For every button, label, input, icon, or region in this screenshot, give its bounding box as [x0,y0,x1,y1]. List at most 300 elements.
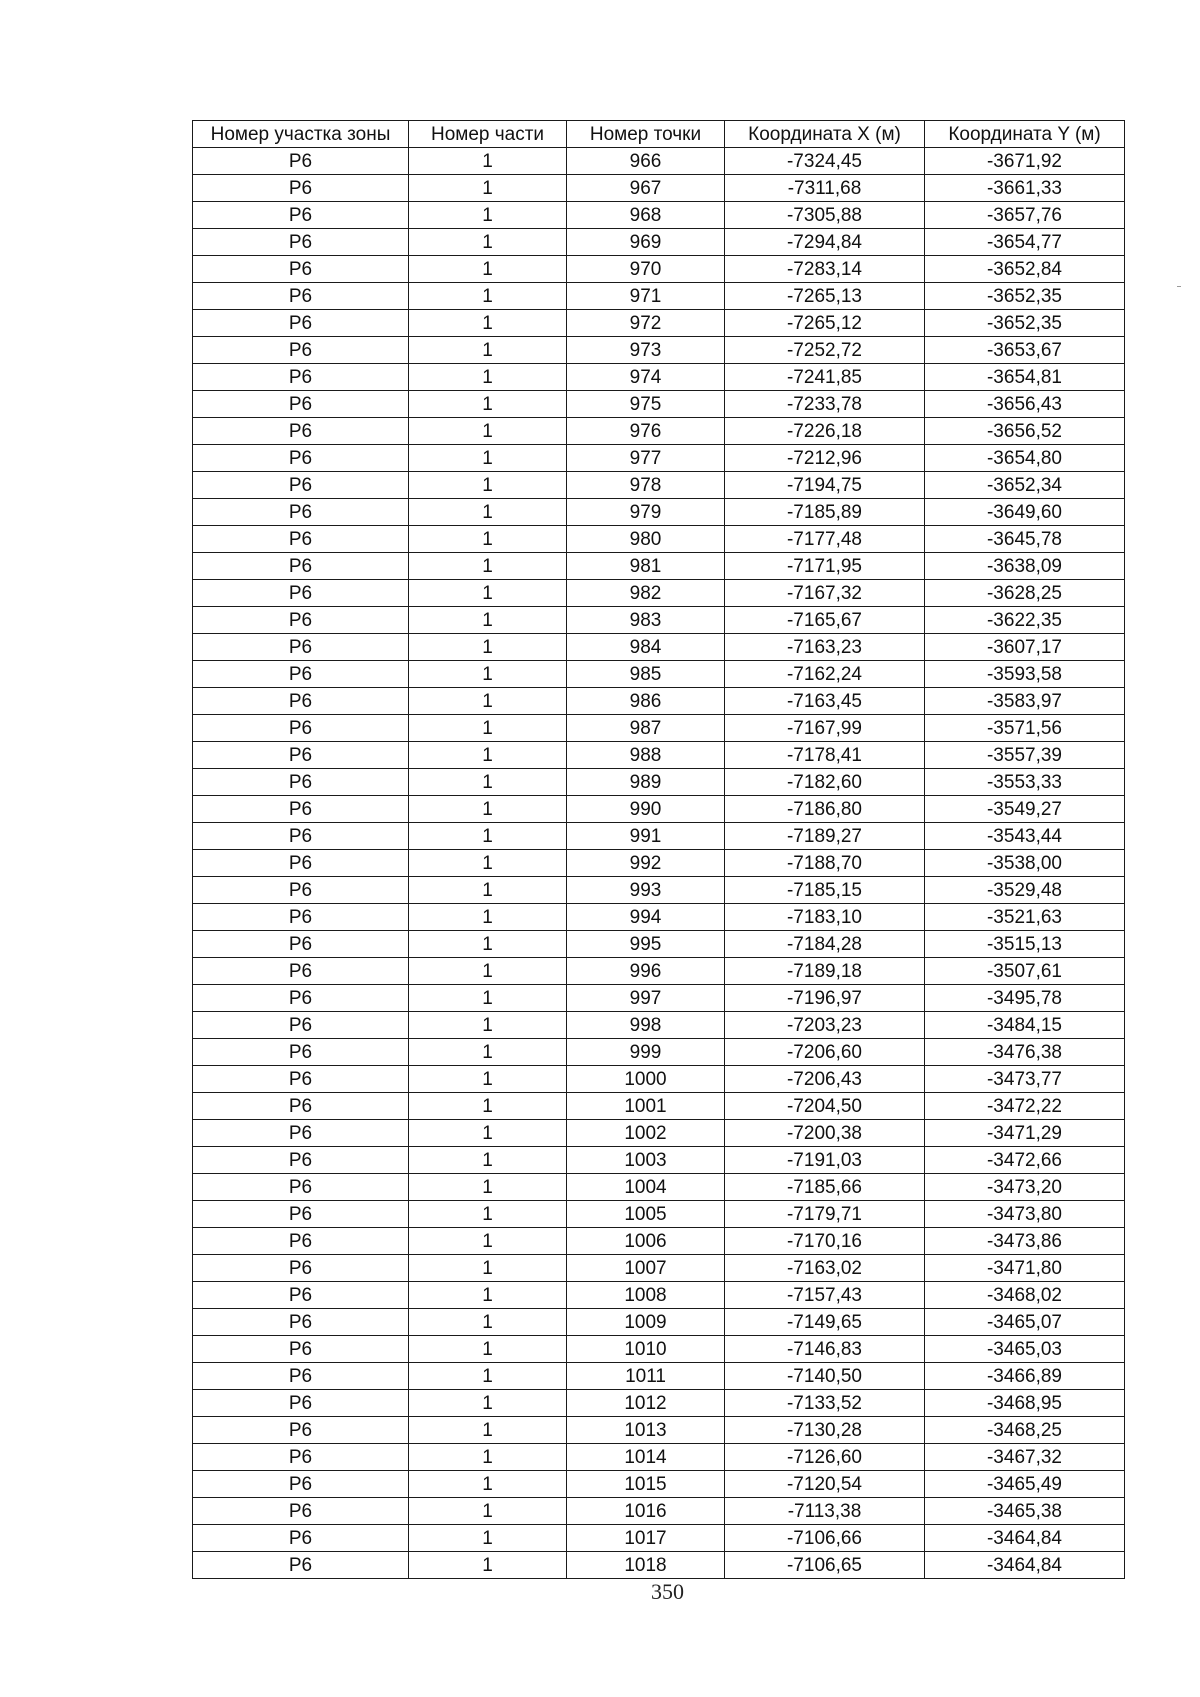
coordinate-x-cell: -7183,10 [725,904,925,931]
coordinate-y-cell: -3473,80 [925,1201,1125,1228]
coordinate-y-cell: -3607,17 [925,634,1125,661]
point-number-cell: 1014 [567,1444,725,1471]
coordinate-x-cell: -7186,80 [725,796,925,823]
table-row [193,148,1125,175]
header-coordinate-y: Координата Y (м) [925,121,1125,148]
table-row [193,1228,1125,1255]
zone-section-cell: Р6 [193,499,409,526]
part-number-cell: 1 [409,310,567,337]
zone-section-cell: Р6 [193,823,409,850]
point-number-cell: 1006 [567,1228,725,1255]
coordinate-x-cell: -7185,66 [725,1174,925,1201]
zone-section-cell: Р6 [193,1336,409,1363]
zone-section-cell: Р6 [193,634,409,661]
point-number-cell: 996 [567,958,725,985]
coordinate-x-cell: -7162,24 [725,661,925,688]
point-number-cell: 990 [567,796,725,823]
point-number-cell: 995 [567,931,725,958]
table-row [193,607,1125,634]
coordinate-x-cell: -7130,28 [725,1417,925,1444]
table-row [193,931,1125,958]
table-row [193,1201,1125,1228]
table-row [193,175,1125,202]
coordinate-x-cell: -7149,65 [725,1309,925,1336]
zone-section-cell: Р6 [193,1282,409,1309]
zone-section-cell: Р6 [193,472,409,499]
zone-section-cell: Р6 [193,1498,409,1525]
coordinate-x-cell: -7189,27 [725,823,925,850]
part-number-cell: 1 [409,1174,567,1201]
coordinate-y-cell: -3654,81 [925,364,1125,391]
zone-section-cell: Р6 [193,850,409,877]
point-number-cell: 1010 [567,1336,725,1363]
point-number-cell: 982 [567,580,725,607]
point-number-cell: 966 [567,148,725,175]
point-number-cell: 999 [567,1039,725,1066]
part-number-cell: 1 [409,688,567,715]
part-number-cell: 1 [409,526,567,553]
coordinate-x-cell: -7188,70 [725,850,925,877]
part-number-cell: 1 [409,1012,567,1039]
zone-section-cell: Р6 [193,715,409,742]
point-number-cell: 994 [567,904,725,931]
zone-section-cell: Р6 [193,1120,409,1147]
part-number-cell: 1 [409,472,567,499]
coordinate-y-cell: -3473,20 [925,1174,1125,1201]
zone-section-cell: Р6 [193,202,409,229]
coordinate-x-cell: -7165,67 [725,607,925,634]
point-number-cell: 969 [567,229,725,256]
coordinate-y-cell: -3484,15 [925,1012,1125,1039]
table-row [193,769,1125,796]
part-number-cell: 1 [409,1066,567,1093]
table-row [193,1174,1125,1201]
zone-section-cell: Р6 [193,661,409,688]
table-row [193,1444,1125,1471]
zone-section-cell: Р6 [193,1525,409,1552]
coordinate-y-cell: -3628,25 [925,580,1125,607]
table-row [193,526,1125,553]
coordinate-x-cell: -7146,83 [725,1336,925,1363]
zone-section-cell: Р6 [193,1471,409,1498]
coordinate-x-cell: -7265,13 [725,283,925,310]
coordinate-y-cell: -3656,52 [925,418,1125,445]
header-zone-section: Номер участка зоны [193,121,409,148]
part-number-cell: 1 [409,364,567,391]
zone-section-cell: Р6 [193,1309,409,1336]
point-number-cell: 1012 [567,1390,725,1417]
coordinate-y-cell: -3472,22 [925,1093,1125,1120]
table-row [193,796,1125,823]
coordinate-x-cell: -7106,65 [725,1552,925,1579]
point-number-cell: 983 [567,607,725,634]
coordinate-y-cell: -3553,33 [925,769,1125,796]
coordinate-y-cell: -3465,49 [925,1471,1125,1498]
zone-section-cell: Р6 [193,445,409,472]
coordinate-y-cell: -3543,44 [925,823,1125,850]
point-number-cell: 970 [567,256,725,283]
coordinate-x-cell: -7191,03 [725,1147,925,1174]
point-number-cell: 1008 [567,1282,725,1309]
coordinate-x-cell: -7265,12 [725,310,925,337]
zone-section-cell: Р6 [193,1552,409,1579]
coordinate-y-cell: -3593,58 [925,661,1125,688]
table-row [193,688,1125,715]
table-row [193,310,1125,337]
table-row [193,1525,1125,1552]
table-row [193,337,1125,364]
point-number-cell: 988 [567,742,725,769]
zone-section-cell: Р6 [193,337,409,364]
part-number-cell: 1 [409,1444,567,1471]
coordinate-x-cell: -7120,54 [725,1471,925,1498]
zone-section-cell: Р6 [193,958,409,985]
header-row [193,121,1125,148]
point-number-cell: 981 [567,553,725,580]
table-row [193,229,1125,256]
coordinate-y-cell: -3654,77 [925,229,1125,256]
coordinate-x-cell: -7163,02 [725,1255,925,1282]
point-number-cell: 971 [567,283,725,310]
point-number-cell: 1001 [567,1093,725,1120]
part-number-cell: 1 [409,742,567,769]
coordinate-x-cell: -7126,60 [725,1444,925,1471]
coordinate-y-cell: -3656,43 [925,391,1125,418]
zone-section-cell: Р6 [193,553,409,580]
part-number-cell: 1 [409,985,567,1012]
coordinate-x-cell: -7179,71 [725,1201,925,1228]
coordinate-y-cell: -3472,66 [925,1147,1125,1174]
table-row [193,715,1125,742]
point-number-cell: 1011 [567,1363,725,1390]
coordinate-y-cell: -3622,35 [925,607,1125,634]
point-number-cell: 1002 [567,1120,725,1147]
part-number-cell: 1 [409,904,567,931]
part-number-cell: 1 [409,1228,567,1255]
zone-section-cell: Р6 [193,1174,409,1201]
table-row [193,877,1125,904]
point-number-cell: 984 [567,634,725,661]
part-number-cell: 1 [409,1147,567,1174]
part-number-cell: 1 [409,175,567,202]
coordinate-y-cell: -3495,78 [925,985,1125,1012]
coordinate-x-cell: -7133,52 [725,1390,925,1417]
zone-section-cell: Р6 [193,796,409,823]
table-row [193,661,1125,688]
point-number-cell: 967 [567,175,725,202]
point-number-cell: 1005 [567,1201,725,1228]
coordinate-x-cell: -7106,66 [725,1525,925,1552]
part-number-cell: 1 [409,823,567,850]
coordinates-table [192,120,1125,1579]
coordinate-x-cell: -7185,15 [725,877,925,904]
table-row [193,634,1125,661]
zone-section-cell: Р6 [193,1417,409,1444]
point-number-cell: 1013 [567,1417,725,1444]
part-number-cell: 1 [409,1120,567,1147]
part-number-cell: 1 [409,1498,567,1525]
table-row [193,445,1125,472]
table-row [193,1147,1125,1174]
coordinate-x-cell: -7233,78 [725,391,925,418]
part-number-cell: 1 [409,1255,567,1282]
part-number-cell: 1 [409,607,567,634]
coordinate-x-cell: -7324,45 [725,148,925,175]
coordinate-x-cell: -7241,85 [725,364,925,391]
coordinate-x-cell: -7171,95 [725,553,925,580]
coordinate-x-cell: -7294,84 [725,229,925,256]
coordinate-x-cell: -7203,23 [725,1012,925,1039]
part-number-cell: 1 [409,553,567,580]
coordinate-y-cell: -3583,97 [925,688,1125,715]
zone-section-cell: Р6 [193,1147,409,1174]
coordinate-x-cell: -7196,97 [725,985,925,1012]
table-row [193,553,1125,580]
coordinate-y-cell: -3521,63 [925,904,1125,931]
coordinate-x-cell: -7167,32 [725,580,925,607]
point-number-cell: 1003 [567,1147,725,1174]
coordinate-x-cell: -7163,45 [725,688,925,715]
table-body [193,148,1125,1579]
table-row [193,1255,1125,1282]
coordinate-x-cell: -7206,43 [725,1066,925,1093]
coordinate-y-cell: -3507,61 [925,958,1125,985]
zone-section-cell: Р6 [193,1228,409,1255]
table-row [193,202,1125,229]
point-number-cell: 1016 [567,1498,725,1525]
zone-section-cell: Р6 [193,1390,409,1417]
part-number-cell: 1 [409,877,567,904]
part-number-cell: 1 [409,1363,567,1390]
zone-section-cell: Р6 [193,148,409,175]
table-row [193,1363,1125,1390]
part-number-cell: 1 [409,229,567,256]
table-row [193,1093,1125,1120]
part-number-cell: 1 [409,337,567,364]
part-number-cell: 1 [409,1336,567,1363]
zone-section-cell: Р6 [193,391,409,418]
zone-section-cell: Р6 [193,229,409,256]
coordinate-x-cell: -7226,18 [725,418,925,445]
point-number-cell: 974 [567,364,725,391]
coordinate-x-cell: -7178,41 [725,742,925,769]
coordinate-x-cell: -7212,96 [725,445,925,472]
part-number-cell: 1 [409,391,567,418]
coordinate-x-cell: -7206,60 [725,1039,925,1066]
point-number-cell: 979 [567,499,725,526]
coordinate-x-cell: -7113,38 [725,1498,925,1525]
point-number-cell: 985 [567,661,725,688]
zone-section-cell: Р6 [193,364,409,391]
table-row [193,418,1125,445]
part-number-cell: 1 [409,1417,567,1444]
coordinate-y-cell: -3661,33 [925,175,1125,202]
coordinate-y-cell: -3652,84 [925,256,1125,283]
point-number-cell: 977 [567,445,725,472]
table-row [193,1498,1125,1525]
part-number-cell: 1 [409,1201,567,1228]
table-row [193,1039,1125,1066]
zone-section-cell: Р6 [193,607,409,634]
table-header [193,121,1125,148]
header-point-number: Номер точки [567,121,725,148]
coordinate-y-cell: -3467,32 [925,1444,1125,1471]
table-row [193,1417,1125,1444]
table-row [193,742,1125,769]
table-row [193,850,1125,877]
coordinate-y-cell: -3465,03 [925,1336,1125,1363]
coordinate-y-cell: -3465,38 [925,1498,1125,1525]
point-number-cell: 1004 [567,1174,725,1201]
table-row [193,1120,1125,1147]
coordinate-x-cell: -7252,72 [725,337,925,364]
header-coordinate-x: Координата X (м) [725,121,925,148]
table-row [193,391,1125,418]
coordinate-y-cell: -3464,84 [925,1525,1125,1552]
table-row [193,985,1125,1012]
point-number-cell: 1015 [567,1471,725,1498]
point-number-cell: 986 [567,688,725,715]
coordinate-y-cell: -3464,84 [925,1552,1125,1579]
coordinate-x-cell: -7170,16 [725,1228,925,1255]
table-row [193,283,1125,310]
part-number-cell: 1 [409,1282,567,1309]
part-number-cell: 1 [409,796,567,823]
coordinate-y-cell: -3638,09 [925,553,1125,580]
part-number-cell: 1 [409,580,567,607]
table-row [193,1336,1125,1363]
coordinate-x-cell: -7157,43 [725,1282,925,1309]
coordinate-x-cell: -7182,60 [725,769,925,796]
coordinate-y-cell: -3515,13 [925,931,1125,958]
point-number-cell: 1018 [567,1552,725,1579]
point-number-cell: 993 [567,877,725,904]
point-number-cell: 1009 [567,1309,725,1336]
point-number-cell: 997 [567,985,725,1012]
zone-section-cell: Р6 [193,877,409,904]
zone-section-cell: Р6 [193,256,409,283]
table-row [193,1066,1125,1093]
coordinate-y-cell: -3468,95 [925,1390,1125,1417]
coordinate-x-cell: -7283,14 [725,256,925,283]
coordinate-x-cell: -7189,18 [725,958,925,985]
coordinate-y-cell: -3538,00 [925,850,1125,877]
coordinate-y-cell: -3571,56 [925,715,1125,742]
coordinate-y-cell: -3471,80 [925,1255,1125,1282]
coordinate-y-cell: -3652,35 [925,283,1125,310]
coordinate-y-cell: -3649,60 [925,499,1125,526]
coordinate-y-cell: -3657,76 [925,202,1125,229]
coordinate-y-cell: -3468,25 [925,1417,1125,1444]
coordinate-y-cell: -3473,86 [925,1228,1125,1255]
point-number-cell: 968 [567,202,725,229]
coordinate-x-cell: -7200,38 [725,1120,925,1147]
zone-section-cell: Р6 [193,931,409,958]
point-number-cell: 991 [567,823,725,850]
coordinate-y-cell: -3549,27 [925,796,1125,823]
header-part-number: Номер части [409,121,567,148]
point-number-cell: 978 [567,472,725,499]
table-row [193,580,1125,607]
part-number-cell: 1 [409,1309,567,1336]
part-number-cell: 1 [409,256,567,283]
point-number-cell: 975 [567,391,725,418]
coordinate-y-cell: -3652,35 [925,310,1125,337]
zone-section-cell: Р6 [193,904,409,931]
part-number-cell: 1 [409,1525,567,1552]
table-row [193,472,1125,499]
zone-section-cell: Р6 [193,1255,409,1282]
table-row [193,1309,1125,1336]
zone-section-cell: Р6 [193,1039,409,1066]
zone-section-cell: Р6 [193,283,409,310]
coordinate-x-cell: -7305,88 [725,202,925,229]
zone-section-cell: Р6 [193,688,409,715]
part-number-cell: 1 [409,283,567,310]
table-row [193,1282,1125,1309]
coordinate-y-cell: -3476,38 [925,1039,1125,1066]
zone-section-cell: Р6 [193,1093,409,1120]
table-row [193,256,1125,283]
coordinate-y-cell: -3557,39 [925,742,1125,769]
part-number-cell: 1 [409,634,567,661]
part-number-cell: 1 [409,418,567,445]
table-row [193,1552,1125,1579]
zone-section-cell: Р6 [193,526,409,553]
zone-section-cell: Р6 [193,175,409,202]
part-number-cell: 1 [409,958,567,985]
coordinate-x-cell: -7185,89 [725,499,925,526]
point-number-cell: 992 [567,850,725,877]
point-number-cell: 1007 [567,1255,725,1282]
coordinate-x-cell: -7167,99 [725,715,925,742]
point-number-cell: 987 [567,715,725,742]
table-row [193,499,1125,526]
part-number-cell: 1 [409,148,567,175]
zone-section-cell: Р6 [193,1066,409,1093]
point-number-cell: 1000 [567,1066,725,1093]
zone-section-cell: Р6 [193,985,409,1012]
part-number-cell: 1 [409,202,567,229]
scan-speck [1177,286,1181,287]
coordinate-x-cell: -7194,75 [725,472,925,499]
part-number-cell: 1 [409,499,567,526]
point-number-cell: 976 [567,418,725,445]
point-number-cell: 973 [567,337,725,364]
table-row [193,958,1125,985]
zone-section-cell: Р6 [193,1201,409,1228]
part-number-cell: 1 [409,1471,567,1498]
table-row [193,1012,1125,1039]
point-number-cell: 1017 [567,1525,725,1552]
point-number-cell: 972 [567,310,725,337]
coordinate-y-cell: -3671,92 [925,148,1125,175]
part-number-cell: 1 [409,445,567,472]
table-row [193,364,1125,391]
part-number-cell: 1 [409,1390,567,1417]
zone-section-cell: Р6 [193,310,409,337]
part-number-cell: 1 [409,1093,567,1120]
zone-section-cell: Р6 [193,580,409,607]
point-number-cell: 980 [567,526,725,553]
point-number-cell: 989 [567,769,725,796]
part-number-cell: 1 [409,1552,567,1579]
coordinate-x-cell: -7204,50 [725,1093,925,1120]
coordinate-y-cell: -3465,07 [925,1309,1125,1336]
zone-section-cell: Р6 [193,742,409,769]
point-number-cell: 998 [567,1012,725,1039]
coordinate-x-cell: -7140,50 [725,1363,925,1390]
